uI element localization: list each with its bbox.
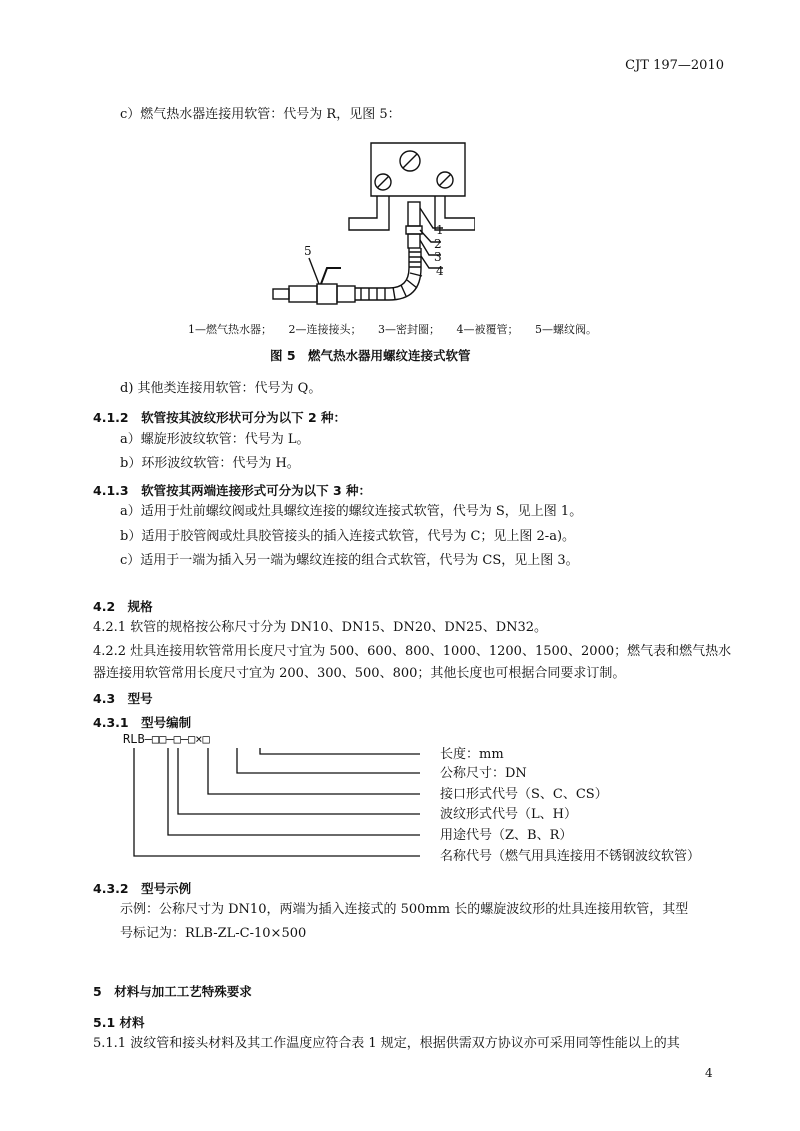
example-line-2: 号标记为：RLB-ZL-C-10×500 — [120, 926, 307, 941]
s412-item-b: b）环形波纹软管：代号为 H。 — [120, 456, 300, 471]
section-4-1-2-heading: 4.1.2 软管按其波纹形状可分为以下 2 种： — [93, 410, 346, 425]
section-4-3-heading: 4.3 型号 — [93, 691, 153, 706]
section-5-heading: 5 材料与加工工艺特殊要求 — [93, 984, 252, 999]
figure-5-title: 图 5 燃气热水器用螺纹连接式软管 — [270, 348, 471, 363]
s511-text: 5.1.1 波纹管和接头材料及其工作温度应符合表 1 规定，根据供需双方协议亦可采用同等性能以上的其 — [93, 1036, 680, 1051]
label-name-code: 名称代号（燃气用具连接用不锈钢波纹软管） — [440, 849, 701, 864]
item-c-text: c）燃气热水器连接用软管：代号为 R，见图 5： — [120, 107, 401, 122]
model-code-diagram — [120, 740, 440, 865]
figure-5-legend: 1—燃气热水器； 2—连接接头； 3—密封圈； 4—被覆管； 5—螺纹阀。 — [188, 323, 597, 336]
callout-2: 2 — [434, 237, 442, 251]
s422-line-2: 器连接用软管常用长度尺寸宜为 200、300、500、800；其他长度也可根据合同要求订制。 — [93, 666, 626, 681]
callout-3: 3 — [434, 250, 442, 264]
section-5-1-heading: 5.1 材料 — [93, 1015, 145, 1030]
s412-item-a: a）螺旋形波纹软管：代号为 L。 — [120, 432, 310, 447]
s413-item-c: c）适用于一端为插入另一端为螺纹连接的组合式软管，代号为 CS，见上图 3。 — [120, 553, 579, 568]
section-4-3-2-heading: 4.3.2 型号示例 — [93, 881, 192, 896]
page-number: 4 — [705, 1066, 713, 1080]
model-code: RLB—□□—□—□×□ — [123, 732, 210, 746]
s422-line-1: 4.2.2 灶具连接用软管常用长度尺寸宜为 500、600、800、1000、1200、1500、2000；燃气表和燃气热水 — [93, 644, 732, 659]
s413-item-a: a）适用于灶前螺纹阀或灶具螺纹连接的螺纹连接式软管，代号为 S，见上图 1。 — [120, 504, 583, 519]
section-4-2-heading: 4.2 规格 — [93, 599, 153, 614]
label-length: 长度：mm — [440, 747, 504, 762]
standard-code: CJT 197—2010 — [625, 58, 724, 73]
callout-4: 4 — [436, 264, 444, 278]
callout-5: 5 — [304, 244, 312, 258]
item-d-text: d) 其他类连接用软管：代号为 Q。 — [120, 381, 322, 396]
label-interface-code: 接口形式代号（S、C、CS） — [440, 787, 608, 802]
example-line-1: 示例：公称尺寸为 DN10，两端为插入连接式的 500mm 长的螺旋波纹形的灶具连接用软管，其型 — [120, 902, 689, 917]
section-4-1-3-heading: 4.1.3 软管按其两端连接形式可分为以下 3 种： — [93, 483, 371, 498]
s413-item-b: b）适用于胶管阀或灶具胶管接头的插入连接式软管，代号为 C；见上图 2-a)。 — [120, 529, 576, 544]
callout-1: 1 — [436, 223, 444, 237]
section-4-3-1-heading: 4.3.1 型号编制 — [93, 715, 192, 730]
label-usage-code: 用途代号（Z、B、R） — [440, 828, 573, 843]
label-nominal-size: 公称尺寸：DN — [440, 766, 527, 781]
label-corrugation-code: 波纹形式代号（L、H） — [440, 807, 577, 822]
figure-5-drawing — [265, 138, 475, 313]
s421-text: 4.2.1 软管的规格按公称尺寸分为 DN10、DN15、DN20、DN25、DN32。 — [93, 620, 548, 635]
